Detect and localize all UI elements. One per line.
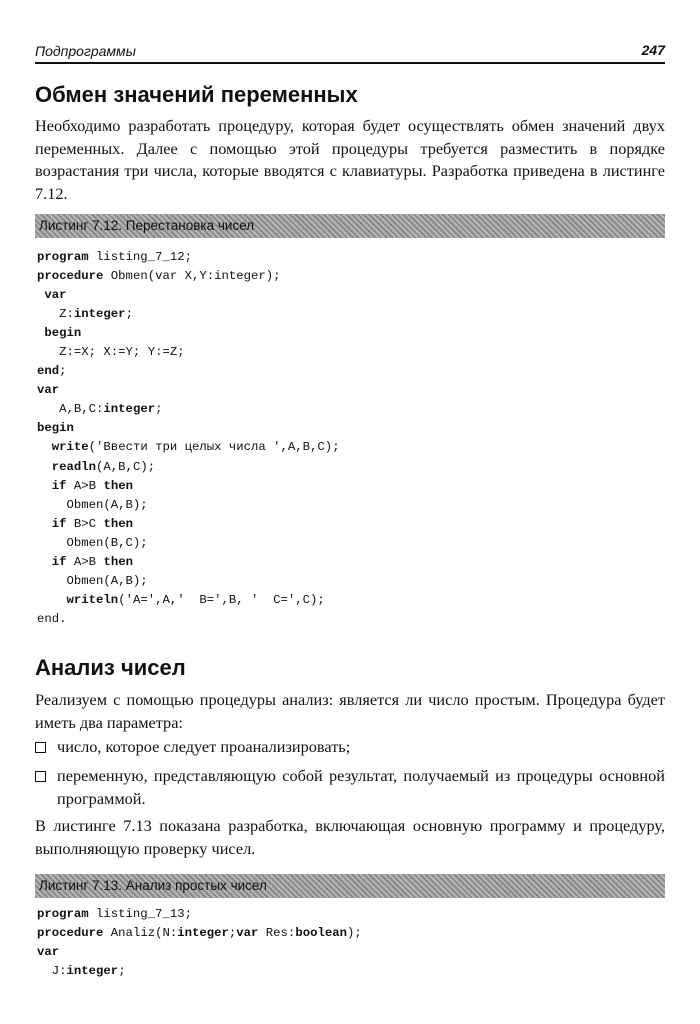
code-keyword: integer [73,307,126,322]
code-line [37,553,340,572]
checkbox-bullet-icon [35,742,46,753]
section-heading: Анализ чисел [35,655,186,680]
code-text: (A,B,C); [96,459,156,474]
code-line [37,515,340,534]
listing-caption [35,214,665,238]
code-line [37,496,340,515]
code-text: Res: [258,926,296,941]
code-text: ('A=',A,' B=',B, ' C=',C); [118,592,325,607]
paragraph: Необходимо разработать процедуру, которая будет осуществлять обмен значений двух переменных. Далее с помощью этой процедуры требуется разместить в порядке возрастания три числа, которые вводятся с клавиатуры. Разработка приведена в листинге 7.12. [35,116,665,203]
paragraph: Реализуем с помощью процедуры анализ: является ли число простым. Процедура будет иметь два параметра: [35,690,665,732]
list-item [35,765,665,810]
code-text: Z: [37,307,74,322]
code-keyword: program [37,250,89,264]
code-line [37,267,340,286]
code-line [37,458,340,477]
code-keyword: if [51,554,67,569]
code-keyword: procedure [37,926,104,941]
code-keyword: integer [103,402,156,417]
code-text: Obmen(var X,Y:integer); [103,269,281,284]
code-keyword: then [103,554,133,569]
code-text: Obmen(A,B); [37,497,148,512]
code-keyword: integer [177,926,229,941]
listing-caption-text: Листинг 7.12. Перестановка чисел [39,218,255,233]
code-keyword: program [37,907,89,921]
code-text: listing_7_13; [88,907,192,921]
code-text [37,479,52,493]
code-line [37,477,340,496]
code-keyword: integer [66,964,119,979]
code-line [37,438,340,457]
code-text [37,460,52,474]
code-text [37,440,52,454]
code-text: listing_7_12; [88,250,192,264]
page-number: 247 [641,42,665,58]
code-line [37,343,340,362]
code-line [37,400,340,419]
code-keyword: var [236,926,259,941]
code-line [37,305,340,324]
code-line [37,419,340,438]
code-text: Obmen(A,B); [37,573,148,588]
code-text: A,B,C: [37,402,104,417]
list-item-text: переменную, представляющую собой результат, получаемый из процедуры основной программой. [57,766,665,808]
code-text: ; [125,307,133,322]
code-line [37,286,340,305]
code-keyword: end [37,364,60,379]
running-header [35,40,665,64]
code-text: Z:=X; X:=Y; Y:=Z; [37,345,185,360]
code-line [37,962,362,981]
code-listing [37,905,362,981]
code-listing [37,248,340,629]
code-text: A>B [66,478,104,493]
code-keyword: begin [44,326,82,341]
list-item-text: число, которое следует проанализировать; [57,737,351,756]
paragraph: В листинге 7.13 показана разработка, включающая основную программу и процедуру, выполняющую проверку чисел. [35,816,665,858]
code-line [37,905,362,924]
code-line [37,534,340,553]
code-keyword: var [44,288,67,303]
chapter-title: Подпрограммы [35,43,136,59]
code-keyword: var [37,945,60,960]
code-text: ; [228,926,237,941]
code-line [37,610,340,629]
code-text: B>C [66,516,104,531]
code-text: ; [59,364,67,379]
code-text: Analiz(N: [103,926,178,941]
code-text: ('Ввести три целых числа ',A,B,C); [88,440,340,455]
code-line [37,924,362,943]
checkbox-bullet-icon [35,771,46,782]
code-text: Obmen(B,C); [37,535,148,550]
code-line [37,381,340,400]
code-text [37,517,52,531]
code-text [37,593,67,607]
code-keyword: if [51,516,67,531]
code-keyword: if [51,478,67,493]
code-text: J: [37,964,67,979]
code-text [37,555,52,569]
code-text: ; [118,964,126,979]
code-keyword: then [103,478,133,493]
code-line [37,572,340,591]
code-text: A>B [66,554,104,569]
code-keyword: begin [37,421,74,436]
listing-caption-text: Листинг 7.13. Анализ простых чисел [39,878,267,893]
code-text: ); [346,926,362,941]
code-keyword: var [37,383,60,398]
code-line [37,248,340,267]
section-heading: Обмен значений переменных [35,82,358,107]
list-item [35,736,665,759]
code-keyword: boolean [295,926,347,941]
code-keyword: writeln [66,592,119,607]
code-keyword: then [103,516,133,531]
code-keyword: write [51,440,89,455]
code-line [37,362,340,381]
code-text: ; [155,402,163,417]
code-keyword: procedure [37,269,104,284]
code-line [37,591,340,610]
code-text: end. [37,611,67,626]
code-line [37,943,362,962]
code-keyword: readln [51,459,97,474]
listing-caption [35,874,665,898]
code-line [37,324,340,343]
